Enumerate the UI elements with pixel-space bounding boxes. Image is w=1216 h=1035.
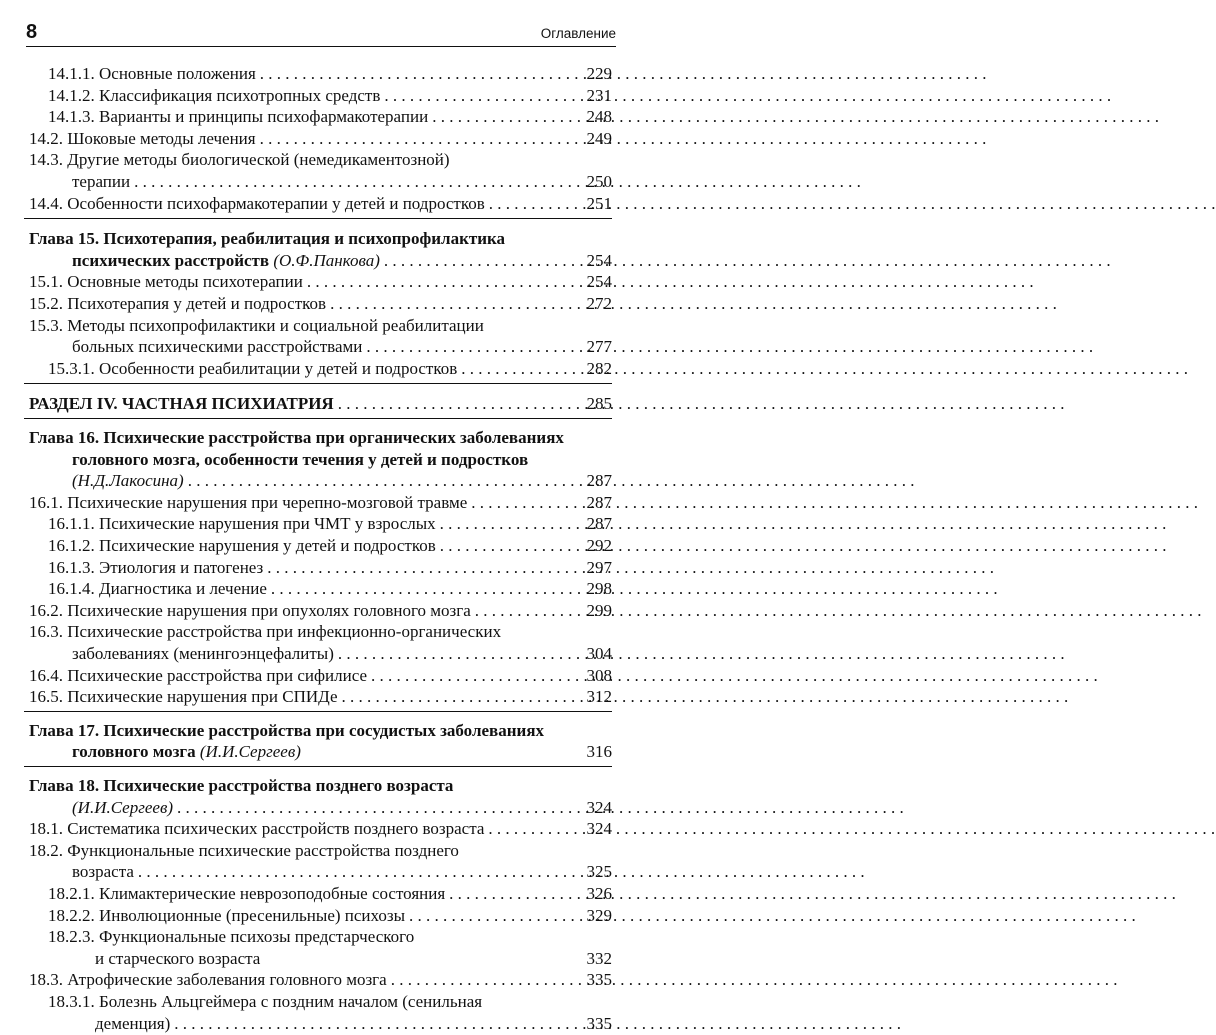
toc-entry[interactable]: 14.1.1. Основные положения . . . 229 xyxy=(48,63,612,85)
toc-entry[interactable]: 14.3. Другие методы биологической (немедикаментозной) xyxy=(29,150,450,170)
dot-leader xyxy=(334,643,584,665)
section-divider xyxy=(24,766,612,767)
part-heading[interactable]: РАЗДЕЛ IV. ЧАСТНАЯ ПСИХИАТРИЯ . . . 285 xyxy=(29,393,612,415)
toc-entry[interactable]: 16.1.2. Психические нарушения у детей и подростков . . . 292 xyxy=(48,535,612,557)
toc-entry[interactable]: 18.3.1. Болезнь Альцгеймера с поздним началом (сенильная xyxy=(48,992,483,1011)
chapter-heading[interactable]: Глава 17. Психические расстройства при сосудистых заболеваниях xyxy=(29,720,545,740)
toc-entry[interactable]: 15.1. Основные методы психотерапии . . . 254 xyxy=(29,271,612,293)
toc-page: 231 xyxy=(586,85,612,105)
toc-entry-continuation[interactable]: больных психическими расстройствами . . . 277 xyxy=(72,336,612,358)
chapter-heading-continuation[interactable] xyxy=(72,470,612,492)
dot-leader xyxy=(445,883,584,905)
dot-leader xyxy=(471,600,584,622)
toc-entry[interactable]: 18.2.3. Функциональные психозы предстарческого xyxy=(48,927,415,947)
toc-page: 287 xyxy=(586,492,612,512)
dot-leader xyxy=(467,492,584,514)
toc-page: 297 xyxy=(586,557,612,577)
toc-page: 249 xyxy=(586,128,612,148)
toc-entry[interactable]: 16.1.3. Этиология и патогенез . . . 297 xyxy=(48,557,612,579)
toc-entry[interactable]: 18.1. Систематика психических расстройств позднего возраста . . . 324 xyxy=(29,818,612,840)
toc-page: 292 xyxy=(586,536,612,555)
toc-page: 312 xyxy=(586,687,612,707)
chapter-heading-continuation[interactable]: головного мозга, особенности течения у детей и подростков xyxy=(72,449,529,469)
chapter-heading[interactable]: Глава 15. Психотерапия, реабилитация и психопрофилактика xyxy=(29,229,506,249)
toc-page: 282 xyxy=(586,358,612,378)
dot-leader xyxy=(362,336,584,358)
dot-leader xyxy=(484,818,584,840)
toc-entry[interactable]: 15.2. Психотерапия у детей и подростков . . . 272 xyxy=(29,293,612,315)
dot-leader xyxy=(170,1013,584,1035)
chapter-heading-continuation[interactable] xyxy=(72,797,612,819)
section-divider xyxy=(24,418,612,419)
dot-leader xyxy=(267,578,584,600)
toc-page: 329 xyxy=(586,905,612,925)
section-divider xyxy=(24,383,612,384)
toc-page: 324 xyxy=(586,797,612,817)
toc-entry[interactable]: 15.3. Методы психопрофилактики и социальной реабилитации xyxy=(29,315,484,335)
toc-entry[interactable]: 16.3. Психические расстройства при инфекционно-органических xyxy=(29,622,502,642)
toc-entry-continuation[interactable]: и старческого возраста 332 xyxy=(95,948,612,968)
toc-entry[interactable]: 14.1.2. Классификация психотропных средств . . . 231 xyxy=(48,85,612,107)
toc-page: 287 xyxy=(586,514,612,534)
dot-leader xyxy=(130,171,584,193)
chapter-heading-continuation[interactable]: психических расстройств (О.Ф.Панкова) . . . 254 xyxy=(72,250,612,272)
toc-page: 277 xyxy=(586,337,612,357)
toc-page: 335 xyxy=(586,1013,612,1033)
dot-leader xyxy=(256,63,584,85)
toc-entry[interactable]: 14.4. Особенности психофармакотерапии у детей и подростков . . . 251 xyxy=(29,193,612,215)
toc-page: 326 xyxy=(586,884,612,903)
toc-page: 299 xyxy=(586,600,612,620)
toc-page: 229 xyxy=(586,64,612,83)
toc-page: 285 xyxy=(586,394,612,414)
dot-leader xyxy=(380,85,584,107)
toc-page: 248 xyxy=(586,107,612,127)
chapter-author: (И.И.Сергеев) xyxy=(199,742,301,762)
toc-entry[interactable]: 16.5. Психические нарушения при СПИДе . . . 312 xyxy=(29,686,612,708)
toc-entry[interactable]: 18.2.2. Инволюционные (пресенильные) психозы . . . 329 xyxy=(48,905,612,927)
toc-page: 304 xyxy=(586,644,612,663)
dot-leader xyxy=(428,106,584,128)
dot-leader xyxy=(387,969,584,991)
dot-leader xyxy=(263,557,584,579)
dot-leader xyxy=(485,193,584,215)
toc-page: 298 xyxy=(586,579,612,599)
chapter-author: (И.И.Сергеев) xyxy=(72,797,173,817)
toc-page: 325 xyxy=(586,862,612,882)
toc-entry[interactable]: 16.4. Психические расстройства при сифилисе . . . 308 xyxy=(29,665,612,687)
toc-page: 308 xyxy=(586,665,612,685)
toc-page: 251 xyxy=(586,193,612,213)
toc-entry[interactable]: 14.2. Шоковые методы лечения . . . 249 xyxy=(29,128,612,150)
dot-leader xyxy=(436,535,584,557)
toc-page: 324 xyxy=(586,819,612,839)
toc-page: 316 xyxy=(586,742,612,762)
dot-leader xyxy=(173,797,584,819)
toc-entry[interactable]: 16.2. Психические нарушения при опухолях головного мозга . . . 299 xyxy=(29,600,612,622)
dot-leader xyxy=(256,128,584,150)
dot-leader xyxy=(134,861,584,883)
chapter-author: (О.Ф.Панкова) xyxy=(273,250,380,270)
toc-entry-continuation[interactable]: возраста . . . 325 xyxy=(72,861,612,883)
section-divider xyxy=(24,711,612,712)
toc-entry-continuation[interactable]: деменция) . . . 335 xyxy=(95,1013,612,1035)
toc-page: 332 xyxy=(586,948,612,968)
section-divider xyxy=(24,218,612,219)
toc-entry[interactable]: 18.2. Функциональные психические расстройства позднего xyxy=(29,840,459,860)
toc-entry[interactable]: 16.1.4. Диагностика и лечение . . . 298 xyxy=(48,578,612,600)
dot-leader xyxy=(380,250,584,272)
toc-entry[interactable]: 14.1.3. Варианты и принципы психофармакотерапии . . . 248 xyxy=(48,106,612,128)
toc-page: 335 xyxy=(586,970,612,990)
dot-leader xyxy=(405,905,584,927)
dot-leader xyxy=(303,271,584,293)
page-number: 8 xyxy=(26,21,38,43)
chapter-author: (Н.Д.Лакосина) xyxy=(72,471,184,491)
chapter-heading-continuation[interactable]: головного мозга (И.И.Сергеев) 316 xyxy=(72,742,612,762)
toc-entry-continuation[interactable]: заболеваниях (менингоэнцефалиты) . . . 304 xyxy=(72,643,612,665)
dot-leader xyxy=(367,665,584,687)
toc-entry[interactable]: 18.2.1. Климактерические неврозоподобные состояния . . . 326 xyxy=(48,883,612,905)
chapter-heading[interactable]: Глава 18. Психические расстройства позднего возраста xyxy=(29,776,454,795)
toc-page: 272 xyxy=(586,294,612,313)
dot-leader xyxy=(184,470,584,492)
toc-page: 254 xyxy=(586,272,612,292)
toc-entry[interactable]: 16.1.1. Психические нарушения при ЧМТ у взрослых . . . 287 xyxy=(48,513,612,535)
dot-leader xyxy=(326,293,584,315)
toc-entry-continuation[interactable]: терапии . . . 250 xyxy=(72,171,612,193)
chapter-heading[interactable]: Глава 16. Психические расстройства при органических заболеваниях xyxy=(29,428,564,447)
dot-leader xyxy=(436,513,584,535)
dot-leader xyxy=(457,358,584,380)
toc-page: 250 xyxy=(586,172,612,191)
toc-entry[interactable]: 16.1. Психические нарушения при черепно-мозговой травме . . . 287 xyxy=(29,492,612,514)
running-header: Оглавление xyxy=(540,26,616,41)
toc-page: 287 xyxy=(586,471,612,491)
dot-leader xyxy=(338,686,585,708)
toc-page: 254 xyxy=(586,250,612,270)
toc-entry[interactable]: 18.3. Атрофические заболевания головного мозга . . . 335 xyxy=(29,969,612,991)
toc-entry[interactable]: 15.3.1. Особенности реабилитации у детей и подростков . . . 282 xyxy=(48,358,612,380)
dot-leader xyxy=(334,393,584,415)
